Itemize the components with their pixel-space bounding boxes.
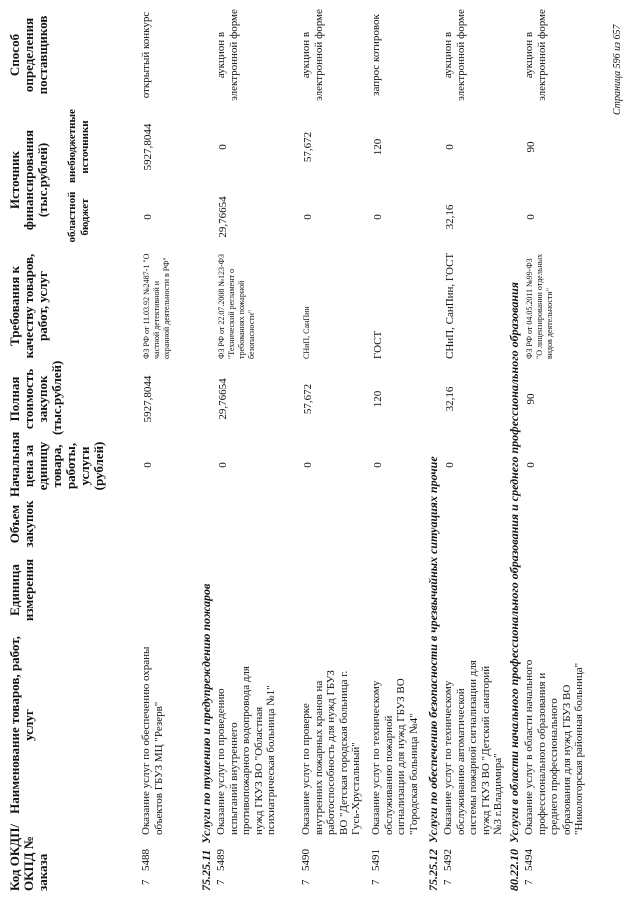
row-extra: 90 bbox=[525, 141, 537, 153]
header-name: Наименование товаров, работ, услуг bbox=[7, 636, 36, 814]
row-prefix: 7 bbox=[215, 879, 227, 885]
row-name: Оказание услуг по техническому обслуживанию автоматической системы пожарной сигнализации для нужд ГКУЗ ВО "Детский санаторий №3 г.Владимира" bbox=[442, 660, 504, 835]
row-method: аукцион в электронной форме bbox=[523, 9, 548, 101]
header-requirements: Требования к качеству товаров, работ, услуг bbox=[7, 253, 50, 359]
row-regional: 32,16 bbox=[444, 204, 456, 230]
row-requirements: ГОСТ bbox=[372, 330, 384, 359]
row-start-price: 0 bbox=[142, 462, 154, 468]
row-regional: 0 bbox=[302, 214, 314, 220]
row-full-cost: 29,76654 bbox=[217, 378, 229, 420]
row-requirements: ФЗ РФ от 04.05.2011 №99-ФЗ "О лицензировании отдельных видов деятельности" bbox=[525, 253, 554, 359]
row-start-price: 0 bbox=[302, 462, 314, 468]
row-regional: 29,76654 bbox=[217, 196, 229, 238]
row-requirements: СНиП, СанПин, ГОСТ bbox=[444, 252, 456, 359]
row-order: 5491 bbox=[370, 849, 382, 871]
row-name: Оказание услуг по проведению испытаний внутреннего противопожарного водопровода для нужд ГКУЗ ВО "Областная психиатрическая больница №1" bbox=[215, 666, 277, 835]
section-code: 75.25.11 bbox=[199, 849, 213, 891]
section-code: 80.22.10 bbox=[507, 849, 521, 891]
row-order: 5492 bbox=[442, 849, 454, 871]
row-prefix: 7 bbox=[523, 879, 535, 885]
row-order: 5488 bbox=[140, 849, 152, 871]
row-method: аукцион в электронной форме bbox=[300, 9, 325, 101]
row-method: запрос котировок bbox=[370, 14, 382, 96]
section-title: Услуги в области начального профессионального образования и среднего профессионального образования bbox=[507, 282, 521, 843]
row-requirements: ФЗ РФ от 22.07.2008 №123-ФЗ "Технический регламент о требованиях пожарной безопасности" bbox=[217, 254, 256, 359]
section-title: Услуги по обеспечению безопасности в чрезвычайных ситуациях прочие bbox=[426, 456, 440, 843]
row-order: 5490 bbox=[300, 849, 312, 871]
section-code: 75.25.12 bbox=[426, 849, 440, 891]
section-heading bbox=[200, 584, 213, 891]
row-prefix: 7 bbox=[370, 879, 382, 885]
row-requirements: ФЗ РФ от 11.03.92 №2487-1 "О частной детективной и охранной деятельности в РФ" bbox=[142, 253, 171, 359]
header-volume: Объем закупок bbox=[7, 500, 36, 548]
row-name: Оказание услуг по проверке внутренних пожарных кранов на работоспособность для нужд ГБУЗ ВО "Детская городская больница г. Гусь-Хрустальный" bbox=[300, 670, 362, 835]
row-extra: 0 bbox=[217, 144, 229, 150]
header-unit: Единица измерения bbox=[7, 558, 36, 622]
row-full-cost: 32,16 bbox=[444, 386, 456, 412]
row-full-cost: 5927,8044 bbox=[142, 375, 154, 423]
page-footer: Страница 596 из 657 bbox=[612, 24, 623, 115]
row-full-cost: 90 bbox=[525, 393, 537, 405]
row-name: Оказание услуг по техническому обслуживанию пожарной сигнализации для нужд ГБУЗ ВО "Городская больница №4" bbox=[370, 678, 420, 835]
row-extra: 120 bbox=[372, 138, 384, 156]
row-full-cost: 57,672 bbox=[302, 383, 314, 415]
row-name: Оказание услуг по обеспечению охраны объектов ГБУЗ МЦ "Резерв" bbox=[140, 646, 165, 835]
header-method: Способ определения поставщиков bbox=[7, 15, 50, 95]
row-extra: 5927,8044 bbox=[142, 123, 154, 171]
header-start-price: Начальная цена за единицу товара, работы, услуги (рублей) bbox=[7, 431, 106, 497]
row-regional: 0 bbox=[525, 214, 537, 220]
header-code: Код ОКДП/ ОКПД № заказа bbox=[7, 824, 50, 891]
row-method: аукцион в электронной форме bbox=[215, 9, 240, 101]
header-full-cost: Полная стоимость закупок (тыс.рублей) bbox=[7, 360, 64, 435]
section-title: Услуги по тушению и предупреждению пожаров bbox=[199, 583, 213, 844]
row-start-price: 0 bbox=[372, 462, 384, 468]
header-source-extra: внебюджетные источники bbox=[66, 109, 91, 183]
row-start-price: 0 bbox=[525, 462, 537, 468]
row-regional: 0 bbox=[142, 214, 154, 220]
row-name: Оказание услуг в области начального профессионального образования и среднего профессионального образования для нужд ГБУЗ ВО "Никологорская районная больница" bbox=[523, 659, 585, 835]
row-start-price: 0 bbox=[217, 462, 229, 468]
row-prefix: 7 bbox=[300, 879, 312, 885]
row-prefix: 7 bbox=[140, 879, 152, 885]
row-start-price: 0 bbox=[444, 462, 456, 468]
row-extra: 57,672 bbox=[302, 131, 314, 163]
row-regional: 0 bbox=[372, 214, 384, 220]
row-method: открытый конкурс bbox=[140, 11, 152, 99]
row-requirements: СНиП, СанПин bbox=[302, 306, 311, 359]
section-heading bbox=[508, 282, 521, 891]
header-source-regional: областной бюджет bbox=[66, 191, 91, 243]
row-method: аукцион в электронной форме bbox=[442, 9, 467, 101]
row-order: 5494 bbox=[523, 849, 535, 871]
row-prefix: 7 bbox=[442, 879, 454, 885]
row-extra: 0 bbox=[444, 144, 456, 150]
header-source: Источник финансирования (тыс.рублей) bbox=[7, 129, 50, 231]
section-heading bbox=[427, 456, 440, 891]
row-full-cost: 120 bbox=[372, 390, 384, 408]
row-order: 5489 bbox=[215, 849, 227, 871]
